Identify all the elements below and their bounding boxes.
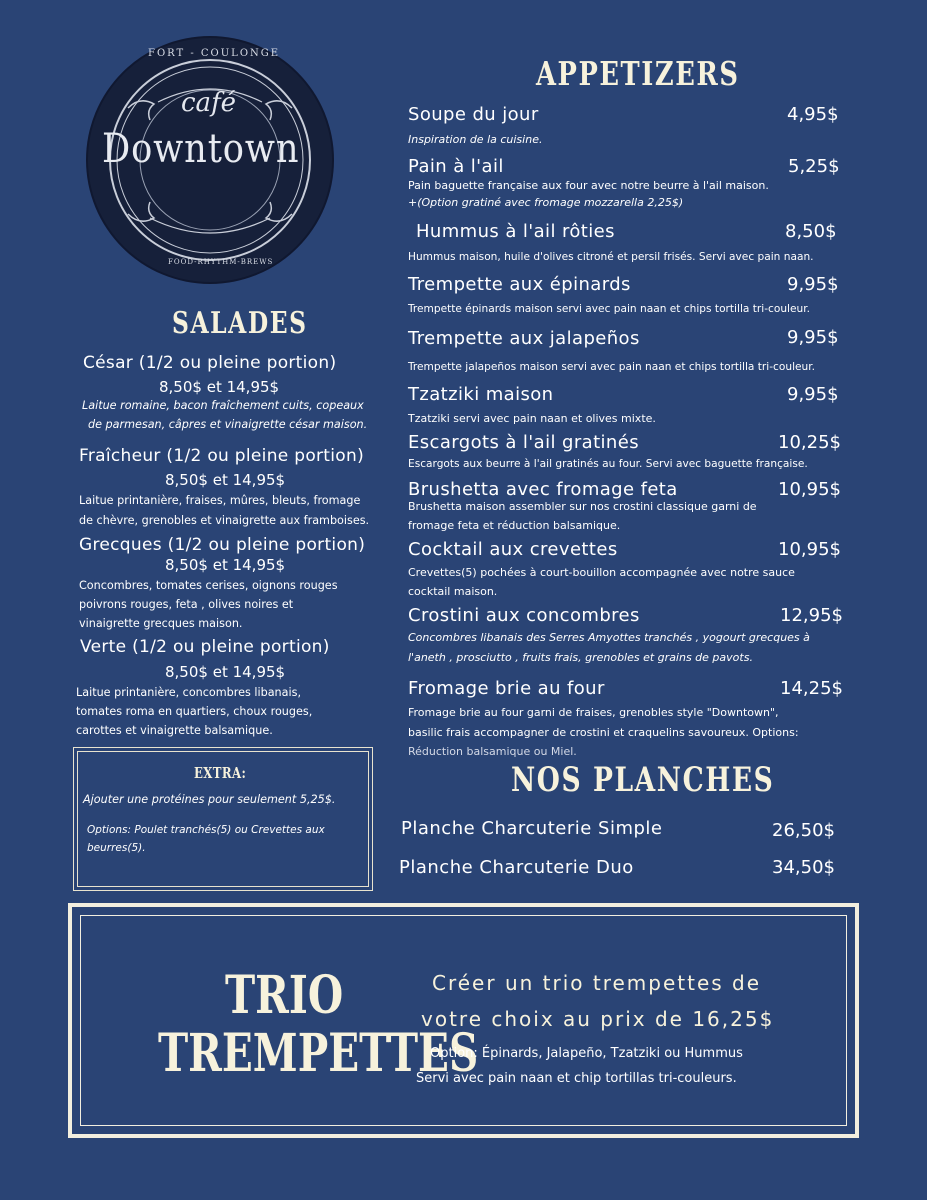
trio-title-line2: TREMPETTES (158, 1023, 479, 1084)
appetizer-price: 10,95$ (778, 539, 841, 560)
appetizer-desc-line: Inspiration de la cuisine. (408, 133, 543, 146)
trio-served-line: Servi avec pain naan et chip tortillas tri-couleurs. (416, 1071, 737, 1086)
salad-desc-line: carottes et vinaigrette balsamique. (76, 724, 273, 737)
appetizer-price: 9,95$ (787, 274, 839, 295)
salad-name: César (1/2 ou pleine portion) (83, 353, 337, 373)
salad-name: Fraîcheur (1/2 ou pleine portion) (79, 446, 365, 466)
salades-heading: SALADES (172, 306, 308, 341)
appetizer-price: 5,25$ (788, 156, 840, 177)
appetizer-desc-line: Concombres libanais des Serres Amyottes tranchés , yogourt grecques à (408, 631, 810, 644)
salad-desc-line: Concombres, tomates cerises, oignons rouges (79, 579, 338, 592)
appetizer-name: Trempette aux jalapeños (408, 328, 640, 349)
trio-title-line1: TRIO (225, 965, 344, 1026)
salad-desc-line: tomates roma en quartiers, choux rouges, (76, 705, 313, 718)
appetizer-name: Fromage brie au four (408, 678, 605, 699)
appetizer-price: 4,95$ (787, 104, 839, 125)
planches-heading: NOS PLANCHES (511, 760, 775, 800)
salad-desc-line: Laitue romaine, bacon fraîchement cuits, copeaux (82, 399, 364, 412)
appetizer-desc-line: Trempette épinards maison servi avec pain naan et chips tortilla tri-couleur. (408, 303, 810, 315)
extra-options-line: Options: Poulet tranchés(5) ou Crevettes aux (87, 824, 325, 836)
appetizer-desc-line: Trempette jalapeños maison servi avec pain naan et chips tortilla tri-couleur. (408, 361, 815, 373)
appetizer-price: 8,50$ (785, 221, 837, 242)
trio-trempettes-box (68, 903, 859, 1138)
appetizer-name: Trempette aux épinards (408, 274, 631, 295)
logo-main-text: Downtown (102, 126, 300, 172)
salad-name: Grecques (1/2 ou pleine portion) (79, 535, 366, 555)
trio-offer-line2: votre choix au prix de 16,25$ (421, 1007, 775, 1031)
planche-name: Planche Charcuterie Duo (399, 857, 634, 878)
appetizer-desc-line: fromage feta et réduction balsamique. (408, 519, 621, 532)
salad-desc-line: de parmesan, câpres et vinaigrette césar maison. (88, 418, 368, 431)
appetizer-name: Pain à l'ail (408, 156, 504, 177)
planche-price: 34,50$ (772, 857, 835, 878)
appetizer-price: 9,95$ (787, 327, 839, 348)
appetizer-desc-line: Escargots aux beurre à l'ail gratinés au four. Servi avec baguette française. (408, 458, 808, 470)
salad-desc-line: poivrons rouges, feta , olives noires et (79, 598, 294, 611)
appetizer-price: 10,95$ (778, 479, 841, 500)
appetizer-price: 10,25$ (778, 432, 841, 453)
appetizer-desc-line: l'aneth , prosciutto , fruits frais, grenobles et grains de pavots. (408, 651, 753, 664)
appetizer-price: 14,25$ (780, 678, 843, 699)
logo-bottom-text: FOOD-RHYTHM-BREWS (168, 258, 274, 266)
salad-desc-line: de chèvre, grenobles et vinaigrette aux framboises. (79, 514, 370, 527)
appetizer-name: Tzatziki maison (408, 384, 554, 405)
appetizer-name: Brushetta avec fromage feta (408, 479, 678, 500)
trio-option-line: Option: Épinards, Jalapeño, Tzatziki ou Hummus (430, 1046, 743, 1061)
salad-desc-line: vinaigrette grecques maison. (79, 617, 243, 630)
planche-price: 26,50$ (772, 820, 835, 841)
appetizer-name: Crostini aux concombres (408, 605, 640, 626)
appetizer-desc-line: +(Option gratiné avec fromage mozzarella 2,25$) (408, 196, 684, 209)
salad-price: 8,50$ et 14,95$ (165, 556, 286, 574)
appetizer-desc-line: basilic frais accompagner de crostini et craquelins savoureux. Options: (408, 726, 799, 739)
appetizer-desc-line: Fromage brie au four garni de fraises, grenobles style "Downtown", (408, 706, 779, 719)
logo-top-text: FORT - COULONGE (148, 48, 281, 59)
appetizer-name: Soupe du jour (408, 104, 539, 125)
salad-name: Verte (1/2 ou pleine portion) (80, 637, 330, 657)
appetizer-name: Hummus à l'ail rôties (416, 221, 615, 242)
salad-price: 8,50$ et 14,95$ (165, 471, 286, 489)
planche-name: Planche Charcuterie Simple (401, 818, 663, 839)
cafe-downtown-logo (88, 38, 332, 282)
appetizer-name: Escargots à l'ail gratinés (408, 432, 639, 453)
extra-line: Ajouter une protéines pour seulement 5,25$. (83, 793, 336, 806)
extra-box (73, 747, 373, 891)
appetizer-desc-line: Brushetta maison assembler sur nos crostini classique garni de (408, 500, 757, 513)
salad-price: 8,50$ et 14,95$ (159, 378, 280, 396)
salad-desc-line: Laitue printanière, concombres libanais, (76, 686, 302, 699)
appetizer-price: 12,95$ (780, 605, 843, 626)
appetizer-desc-line: Tzatziki servi avec pain naan et olives mixte. (408, 412, 656, 425)
appetizer-desc-line: Crevettes(5) pochées à court-bouillon accompagnée avec notre sauce (408, 566, 795, 579)
extra-options-line: beurres(5). (87, 842, 146, 854)
appetizer-desc-line: Réduction balsamique ou Miel. (408, 745, 577, 758)
trio-offer-line1: Créer un trio trempettes de (432, 971, 762, 995)
salad-desc-line: Laitue printanière, fraises, mûres, bleuts, fromage (79, 494, 361, 507)
appetizer-desc-line: cocktail maison. (408, 585, 498, 598)
appetizer-price: 9,95$ (787, 384, 839, 405)
salad-price: 8,50$ et 14,95$ (165, 663, 286, 681)
appetizer-name: Cocktail aux crevettes (408, 539, 618, 560)
appetizers-heading: APPETIZERS (536, 54, 740, 93)
appetizer-desc-line: Hummus maison, huile d'olives citroné et persil frisés. Servi avec pain naan. (408, 251, 814, 263)
logo-cafe-text: café (181, 88, 237, 118)
extra-heading: EXTRA: (194, 764, 247, 782)
appetizer-desc-line: Pain baguette française aux four avec notre beurre à l'ail maison. (408, 179, 769, 192)
